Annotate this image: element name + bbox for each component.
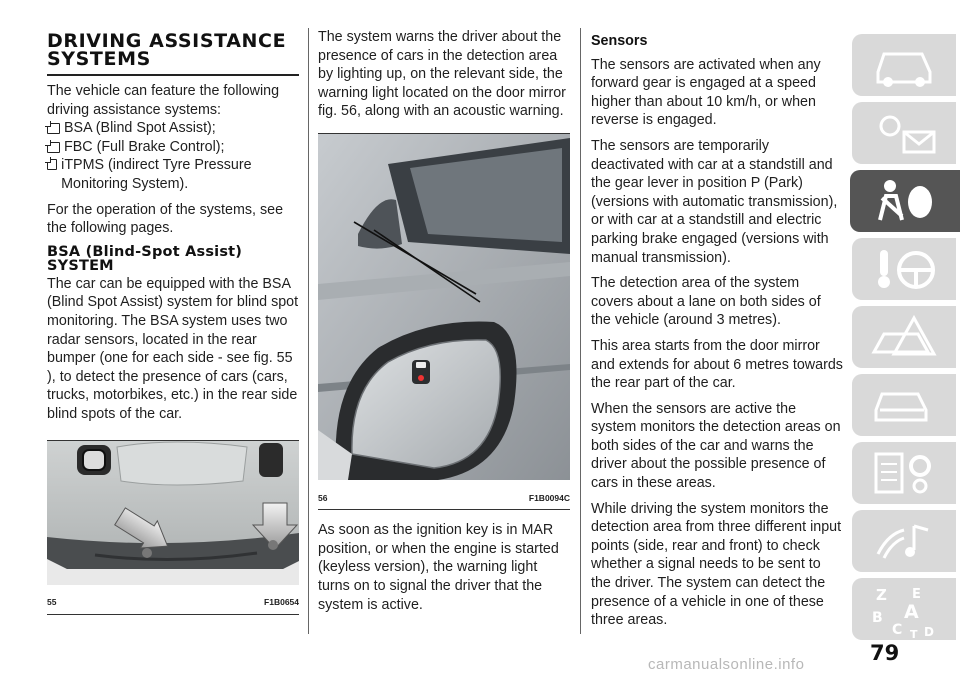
tab-technical-data[interactable] — [852, 442, 956, 504]
figure-caption — [47, 593, 299, 615]
key-steering-icon — [870, 244, 940, 294]
tab-car[interactable] — [852, 34, 956, 96]
svg-text:D: D — [924, 625, 934, 638]
column-divider — [580, 28, 581, 634]
paragraph: The detection area of the system covers about a lane on both sides of the vehicle (around 3 metres). — [591, 275, 821, 329]
systems-list — [47, 119, 299, 193]
multimedia-icon — [870, 516, 940, 566]
list-item: BSA (Blind Spot Assist); — [47, 119, 299, 138]
figure-code: F1B0094C — [528, 492, 570, 503]
rear-bumper-illustration — [47, 441, 299, 585]
tab-emergency[interactable] — [852, 306, 956, 368]
specifications-gears-icon — [870, 448, 940, 498]
svg-text:B: B — [872, 610, 883, 626]
figure-56 — [318, 133, 570, 510]
tab-safety[interactable] — [850, 170, 960, 232]
bullet-icon — [47, 142, 60, 153]
warning-paragraph: The system warns the driver about the presence of cars in the detection area by lighting up, on the relevant side, the warning light located on the door mirror fig. 56, along with an acoustic warning. — [318, 29, 566, 120]
ignition-paragraph: As soon as the ignition key is in MAR position, or when the engine is started (keyless version), the warning light turns on to signal the driver that the system is active. — [318, 522, 559, 613]
page-number: 79 — [870, 641, 900, 665]
watermark-text: carmanualsonline.info — [648, 656, 805, 673]
door-mirror-illustration — [318, 134, 570, 480]
paragraph: While driving the system monitors the detection area from three different input points (side, rear and front) to check whether a signal needs to be sent to the driver. The system can detect the presence of a vehicle in one of these three areas. — [591, 500, 842, 629]
figure-55 — [47, 440, 299, 615]
column-divider — [308, 28, 309, 634]
column-3 — [591, 28, 843, 637]
tab-index[interactable] — [852, 578, 956, 640]
road-emergency-icon — [870, 312, 940, 362]
list-item: iTPMS (indirect Tyre Pressure Monitoring System). — [47, 156, 299, 193]
section-title: BSA (Blind-Spot Assist) SYSTEM — [47, 243, 243, 274]
figure-code: F1B0654 — [264, 597, 299, 608]
svg-text:E: E — [912, 587, 921, 602]
bsa-description: The car can be equipped with the BSA (Blind Spot Assist) system for blind spot monitoring. The BSA system uses two radar sensors, located in the rear bumper (one for each side - see fig. 55 ), to detect the presence of cars (cars, trucks, motorbikes, etc.) in the rear side blind spots of the car. — [47, 275, 299, 422]
seatbelt-airbag-icon — [868, 176, 938, 226]
page-title: DRIVING ASSISTANCE SYSTEMS — [47, 32, 299, 76]
warning-lights-icon — [870, 108, 940, 158]
tab-starting-driving[interactable] — [852, 238, 956, 300]
paragraph: The sensors are activated when any forward gear is engaged at a speed higher than about 10 km/h, or when reverse is engaged. — [591, 56, 821, 129]
figure-caption — [318, 489, 570, 511]
figure-number: 55 — [47, 597, 57, 608]
paragraph: When the sensors are active the system monitors the detection areas on both sides of the car and warns the driver about the possible presence of cars in these areas. — [591, 400, 841, 492]
tab-warning-lights[interactable] — [852, 102, 956, 164]
tab-multimedia[interactable] — [852, 510, 956, 572]
paragraph: This area starts from the door mirror and extends for about 6 metres towards the rear part of the car. — [591, 337, 843, 392]
sensors-subtitle: Sensors — [591, 33, 648, 49]
tab-maintenance[interactable] — [852, 374, 956, 436]
car-icon — [870, 40, 940, 90]
bullet-icon — [47, 123, 60, 134]
paragraph: The sensors are temporarily deactivated with car at a standstill and the gear lever in position P (Park) (versions with automatic transmission), or with car at a standstill and electric parking brake engaged (versions with manual transmission). — [591, 137, 838, 266]
svg-text:A: A — [904, 601, 919, 623]
figure-number: 56 — [318, 492, 328, 503]
operation-note: For the operation of the systems, see the following pages. — [47, 201, 284, 237]
column-1 — [47, 28, 299, 615]
list-item: FBC (Full Brake Control); — [47, 138, 299, 157]
svg-text:C: C — [892, 622, 903, 638]
intro-paragraph: The vehicle can feature the following driving assistance systems: — [47, 83, 280, 118]
index-letters-icon — [870, 584, 944, 638]
column-2 — [318, 28, 570, 621]
svg-text:T: T — [910, 628, 918, 638]
car-service-icon — [870, 380, 940, 430]
bullet-icon — [47, 159, 57, 170]
svg-text:Z: Z — [876, 586, 887, 604]
